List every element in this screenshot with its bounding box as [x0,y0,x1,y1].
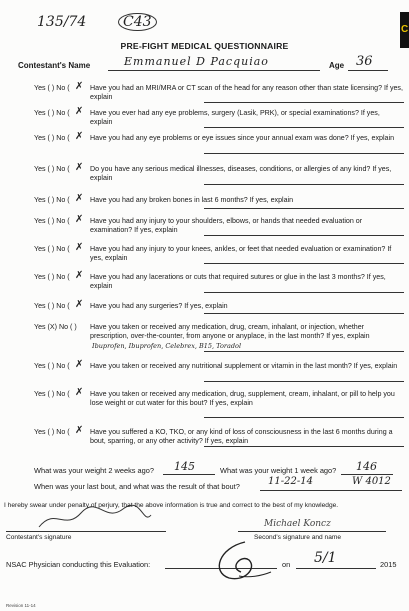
yes-no-choice[interactable]: Yes ( ) No ( [34,390,70,398]
question-text: Do you have any serious medical illnesses, diseases, conditions, or allergies of any kind? If yes, explain [90,165,392,182]
second-signature-label: Second's signature and name [254,534,342,541]
yes-no-choice[interactable]: Yes (X) No ( ) [34,323,77,331]
explain-answer-line[interactable] [204,184,404,185]
contestant-name-label: Contestant's Name [18,61,91,70]
question-text: Have you had any injury to your knees, ankles, or feet that needed evaluation or examination? If yes, explain [90,245,392,262]
explain-answer-line[interactable] [204,292,404,293]
yes-no-choice[interactable]: Yes ( ) No ( [34,109,70,117]
yes-no-choice[interactable]: Yes ( ) No ( [34,217,70,225]
age-label: Age [329,61,345,70]
physician-signature [205,538,275,582]
question-text: Have you had any lacerations or cuts that required sutures or glue in the last 3 months? If yes, explain [90,273,386,290]
weight-2weeks-value: 145 [174,460,195,473]
on-label: on [282,560,291,569]
contestant-signature-label: Contestant's signature [6,534,72,541]
no-check-mark-icon: ✗ [75,81,84,92]
question-text: Have you taken or received any nutritional supplement or vitamin in the last month? If yes, explain [90,362,398,370]
yes-no-choice[interactable]: Yes ( ) No ( [34,302,70,310]
last-bout-result: W 4012 [352,476,391,487]
explain-answer-line[interactable] [204,153,404,154]
no-check-mark-icon: ✗ [75,242,84,253]
explain-answer-line[interactable] [204,381,404,382]
explain-answer-line[interactable] [204,208,404,209]
last-bout-date: 11-22-14 [268,476,313,487]
year-value: 2015 [380,560,397,569]
explain-answer-line[interactable] [204,263,404,264]
question-text: Have you had an MRI/MRA or CT scan of the head for any reason other than state licensing? If yes, explain [90,84,403,101]
weight-2weeks-line [163,474,215,475]
yes-no-choice[interactable]: Yes ( ) No ( [34,245,70,253]
second-signature-value: Michael Koncz [264,519,331,529]
yes-no-choice[interactable]: Yes ( ) No ( [34,273,70,281]
explain-answer-line[interactable] [204,417,404,418]
no-check-mark-icon: ✗ [75,359,84,370]
revision-note: Revision 11-14 [6,603,36,608]
explain-answer-value: Ibuprofen, Ibuprofen, Celebrex, B15, Toradol [92,342,242,350]
second-signature-line [238,531,386,532]
explain-answer-line[interactable] [204,102,404,103]
no-check-mark-icon: ✗ [75,131,84,142]
question-text: Have you taken or received any medication, drug, supplement, cream, inhalant, or pill to help you lose weight or cut water for this bout? If yes, explain [90,390,395,407]
no-check-mark-icon: ✗ [75,425,84,436]
date-line [296,568,376,569]
contestant-name-value: Emmanuel D Pacquiao [124,55,269,68]
signature-scribble [35,503,155,533]
question-text: Have you had any surgeries? If yes, explain [90,302,228,310]
yes-no-choice[interactable]: Yes ( ) No ( [34,165,70,173]
yes-no-choice[interactable]: Yes ( ) No ( [34,134,70,142]
no-check-mark-icon: ✗ [75,270,84,281]
yes-no-choice[interactable]: Yes ( ) No ( [34,362,70,370]
circled-number: C43 [118,13,157,31]
reference-number: 135/74 [37,14,87,30]
explain-answer-line[interactable] [204,446,404,447]
corner-tab-glyph: C [401,24,409,35]
explain-answer-line[interactable] [204,313,404,314]
date-value: 5/1 [314,550,337,566]
age-value: 36 [356,54,373,69]
no-check-mark-icon: ✗ [75,162,84,173]
attestation-statement: I hereby swear under penalty of perjury, that the above information is true and correct to the best of my knowledge. [4,502,339,509]
form-title: PRE-FIGHT MEDICAL QUESTIONNAIRE [120,41,289,51]
weight-1week-value: 146 [356,460,377,473]
question-text: Have you taken or received any medication, drug, cream, inhalant, or injection, whether prescription, over-the-counter, from anyone or anyplace, in the last month? If yes, explain [90,323,370,340]
no-check-mark-icon: ✗ [75,106,84,117]
question-text: Have you suffered a KO, TKO, or any kind of loss of consciousness in the last 6 months during a bout, sparring, or any other activity? If yes, explain [90,428,393,445]
explain-answer-line[interactable] [204,235,404,236]
question-text: Have you ever had any eye problems, surgery (Lasik, PRK), or special examinations? If yes, explain [90,109,380,126]
question-text: Have you had any broken bones in last 6 months? If yes, explain [90,196,294,204]
no-check-mark-icon: ✗ [75,299,84,310]
contestant-name-line [108,70,320,71]
question-text: Have you had any injury to your shoulders, elbows, or hands that needed evaluation or examination? If yes, explain [90,217,363,234]
no-check-mark-icon: ✗ [75,387,84,398]
age-line [348,70,388,71]
no-check-mark-icon: ✗ [75,214,84,225]
yes-no-choice[interactable]: Yes ( ) No ( [34,428,70,436]
physician-label: NSAC Physician conducting this Evaluation: [6,560,151,569]
yes-no-choice[interactable]: Yes ( ) No ( [34,84,70,92]
explain-answer-line[interactable] [204,127,404,128]
explain-answer-line[interactable] [204,351,404,352]
no-check-mark-icon: ✗ [75,193,84,204]
yes-no-choice[interactable]: Yes ( ) No ( [34,196,70,204]
weight-1week-label: What was your weight 1 week ago? [220,466,337,475]
last-bout-label: When was your last bout, and what was the result of that bout? [34,482,240,491]
last-bout-line [260,490,402,491]
question-text: Have you had any eye problems or eye issues since your annual exam was done? If yes, explain [90,134,395,142]
weight-1week-line [341,474,393,475]
weight-2weeks-label: What was your weight 2 weeks ago? [34,466,154,475]
